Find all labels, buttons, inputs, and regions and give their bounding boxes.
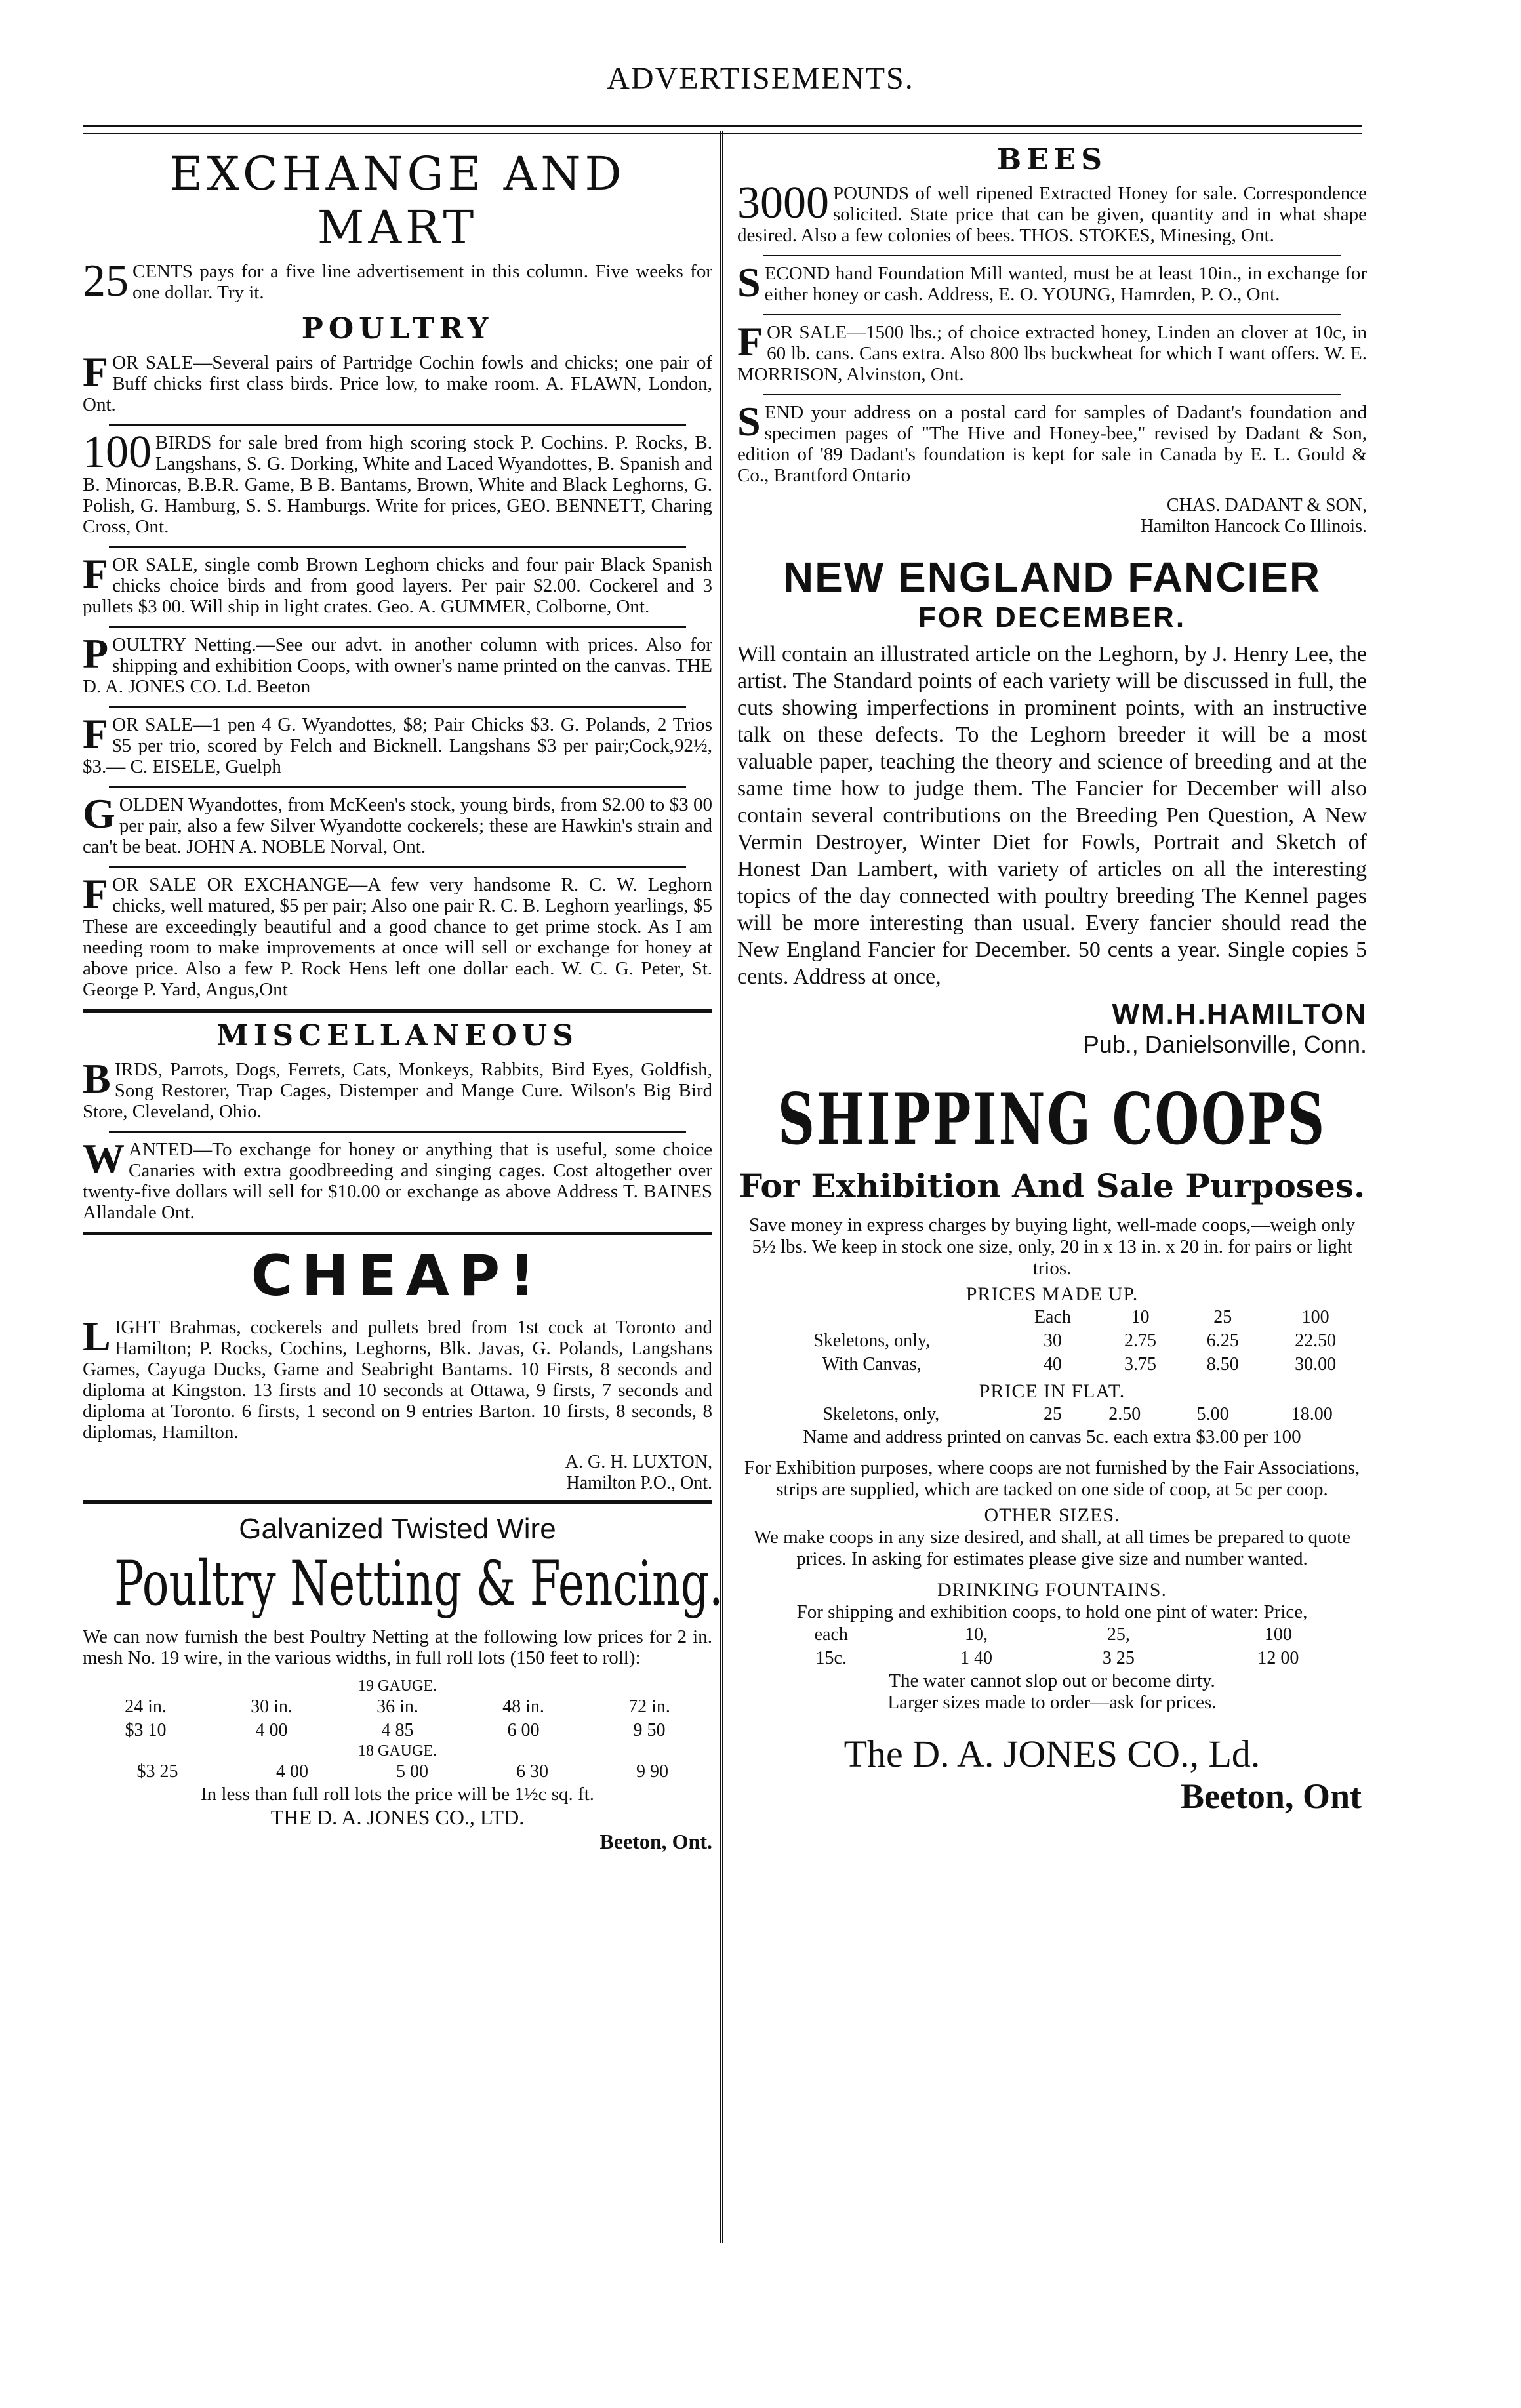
nef-publisher: WM.H.HAMILTON xyxy=(1112,998,1367,1030)
drop-initial: 100 xyxy=(83,427,152,477)
price-cell: 12 00 xyxy=(1257,1648,1299,1668)
coops-title: SHIPPING COOPS xyxy=(777,1078,1327,1161)
misc-title: MISCELLANEOUS xyxy=(216,1019,578,1053)
width-cell: 72 in. xyxy=(628,1696,670,1717)
nef-publisher-address: Pub., Danielsonville, Conn. xyxy=(1083,1031,1367,1058)
price-cell: 15c. xyxy=(815,1648,847,1668)
drop-initial: F xyxy=(83,870,109,917)
drinking-note-2: Larger sizes made to order—ask for prices. xyxy=(887,1692,1217,1713)
ad-text: POUNDS of well ripened Extracted Honey for sale. Correspondence solicited. State price that can be given, quantity and in what shape desired. Also a few colonies of bees. THOS. STOKES, Minesing, Ont. xyxy=(737,183,1367,246)
wire-price-table xyxy=(83,1695,712,1742)
header-cell: Each xyxy=(1034,1307,1071,1327)
drinking-intro: For shipping and exhibition coops, to hold one pint of water: Price, xyxy=(796,1601,1308,1622)
ad-separator xyxy=(763,255,1341,256)
price-cell: Skeletons, only, xyxy=(822,1404,940,1424)
ad-text: OULTRY Netting.—See our advt. in another column with prices. Also for shipping and exhibition Coops, with owner's name printed on the canvas. THE D. A. JONES CO. Ld. Beeton xyxy=(83,634,712,697)
bees-ad xyxy=(737,178,1367,246)
drop-initial: S xyxy=(737,259,761,306)
header-cell: 25, xyxy=(1106,1624,1130,1645)
gauge-19-label: 19 GAUGE. xyxy=(358,1677,437,1695)
bees-ad xyxy=(737,398,1367,486)
flat-row xyxy=(737,1403,1367,1426)
ad-text: OR SALE OR EXCHANGE—A few very handsome R. C. W. Leghorn chicks, well matured, $5 per pair; Also one pair R. C. B. Leghorn yearlings, $5 These are exceedingly beautiful and a good chance to get prime stock. As I am needing room to make improvements at once will sell or exchange for honey at above price. Also a few P. Rock Hens left one dollar each. W. C. G. Peter, St. George P. Yard, Angus,Ont xyxy=(83,874,713,1000)
price-cell: With Canvas, xyxy=(822,1354,922,1375)
misc-ad xyxy=(83,1135,712,1223)
price-cell: 6.25 xyxy=(1206,1331,1239,1351)
wire-note: In less than full roll lots the price will be 1½c sq. ft. xyxy=(200,1784,595,1805)
width-cell: 30 in. xyxy=(251,1696,293,1717)
header-cell xyxy=(737,1306,1006,1329)
ad-separator xyxy=(109,786,686,788)
price-cell: 4 00 xyxy=(255,1720,288,1740)
price-cell: 3.75 xyxy=(1124,1354,1156,1375)
drinking-header-row xyxy=(737,1623,1367,1647)
drinking-price-row xyxy=(737,1647,1367,1670)
price-cell: 3 25 xyxy=(1102,1648,1135,1668)
header-cell: 10 xyxy=(1131,1307,1150,1327)
coops-subtitle: For Exhibition And Sale Purposes. xyxy=(739,1167,1366,1205)
wire-title: Poultry Netting & Fencing. xyxy=(113,1548,723,1620)
dadant-address: Hamilton Hancock Co Illinois. xyxy=(1140,516,1367,536)
width-cell: 24 in. xyxy=(125,1696,167,1717)
drinking-note-1: The water cannot slop out or become dirty. xyxy=(889,1670,1215,1691)
price-cell: Skeletons, only, xyxy=(813,1331,931,1351)
price-cell: 9 50 xyxy=(633,1720,666,1740)
drop-initial: B xyxy=(83,1055,111,1102)
flat-price-table xyxy=(737,1403,1367,1426)
ad-text: END your address on a postal card for samples of Dadant's foundation and specimen pages of "The Hive and Honey-bee," revised by Dadant & Son, edition of '89 Dadant's foundation is kept for sale in Canada by E. L. Gould & Co., Brantford Ontario xyxy=(737,402,1367,486)
drop-initial: P xyxy=(83,630,109,677)
page-header: ADVERTISEMENTS. xyxy=(607,61,914,96)
ad-text: OR SALE, single comb Brown Leghorn chicks and four pair Black Spanish chicks choice birds and from good layers. Per pair $2.00. Cockerel and 3 pullets $3 00. Will ship in light crates. Geo. A. GUMMER, Colborne, Ont. xyxy=(83,554,712,617)
price-cell: 6 00 xyxy=(507,1720,540,1740)
poultry-ad xyxy=(83,790,712,857)
ad-separator xyxy=(109,546,686,548)
nef-subtitle: FOR DECEMBER. xyxy=(918,601,1186,633)
section-rule xyxy=(83,1500,712,1504)
drop-initial: F xyxy=(83,710,109,757)
ad-text: OR SALE—Several pairs of Partridge Cochin fowls and chicks; one pair of Buff chicks first class birds. Price low, to make room. A. FLAWN, London, Ont. xyxy=(83,352,712,415)
drop-initial: L xyxy=(83,1313,111,1359)
poultry-title: POULTRY xyxy=(301,312,494,346)
ad-separator xyxy=(109,1131,686,1133)
poultry-ads xyxy=(83,348,713,1000)
bees-ads xyxy=(737,178,1367,486)
exhibition-note: For Exhibition purposes, where coops are not furnished by the Fair Associations, strips are supplied, which are tacked on one side of coop, at 5c per coop. xyxy=(744,1457,1360,1500)
section-rule xyxy=(83,1232,712,1235)
cheap-ad xyxy=(83,1313,712,1443)
drop-initial: W xyxy=(83,1135,125,1182)
ad-text: ANTED—To exchange for honey or anything that is useful, some choice Canaries with extra goodbreeding and singing cages. Cost altogether over twenty-five dollars will sell for $10.00 or exchange as above Address T. BAINES Allandale Ont. xyxy=(83,1139,712,1223)
ad-separator xyxy=(109,626,686,628)
ad-text: OR SALE—1 pen 4 G. Wyandottes, $8; Pair Chicks $3. G. Polands, 2 Trios $5 per trio, scored by Felch and Bicknell. Langshans $3 per pair;Cock,92½, $3.— C. EISELE, Guelph xyxy=(83,714,712,777)
drop-initial: 3000 xyxy=(737,178,829,228)
made-up-rows xyxy=(737,1329,1367,1376)
intro-number: 25 xyxy=(83,256,129,306)
intro-ad xyxy=(83,256,712,306)
poultry-ad xyxy=(83,630,712,697)
price-cell: $3 25 xyxy=(136,1761,178,1782)
drop-initial: F xyxy=(83,348,109,395)
header-rule xyxy=(83,125,1362,127)
price-cell: 5 00 xyxy=(395,1761,428,1782)
left-column xyxy=(83,138,723,1854)
header-cell: 10, xyxy=(965,1624,988,1645)
header-cell: 100 xyxy=(1264,1624,1292,1645)
nef-body: Will contain an illustrated article on the Leghorn, by J. Henry Lee, the artist. The Standard points of each variety will be discussed in full, the cuts showing imperfections in prominent points, with an instructive talk on these defects. To the Leghorn breeder it will be a most valuable paper, teaching the theory and science of breeding and at the same time how to judge them. The Fancier for December will also contain several contributions on the Breeding Pen Question, A New Vermin Destroyer, Winter Diet for Fowls, Portrait and Sketch of Honest Dan Lambert, with variety of articles on all the interesting topics of the day connected with poultry breeding The Kennel pages will be more interesting than usual. Every fancier should read the New England Fancier for December. 50 cents a year. Single copies 5 cents. Address at once, xyxy=(737,642,1367,989)
price-cell: 30 xyxy=(1043,1331,1062,1351)
ad-text: ECOND hand Foundation Mill wanted, must be at least 10in., in exchange for either honey or cash. Address, E. O. YOUNG, Hamrden, P. O., Ont. xyxy=(764,263,1367,305)
cheap-address: Hamilton P.O., Ont. xyxy=(566,1473,712,1493)
exchange-mart-title: EXCHANGE AND MART xyxy=(169,147,626,254)
nef-title: NEW ENGLAND FANCIER xyxy=(782,553,1322,601)
ad-separator xyxy=(109,866,686,868)
price-cell: 4 00 xyxy=(275,1761,308,1782)
ad-text: IRDS, Parrots, Dogs, Ferrets, Cats, Monkeys, Rabbits, Bird Eyes, Goldfish, Song Restorer, Trap Cages, Distemper and Mange Cure. Wilson's Big Bird Store, Cleveland, Ohio. xyxy=(83,1059,712,1122)
bees-ad xyxy=(737,318,1367,385)
poultry-ad xyxy=(83,348,712,415)
spacer-cell xyxy=(737,1647,757,1670)
other-sizes-label: OTHER SIZES. xyxy=(984,1504,1120,1526)
poultry-ad xyxy=(83,427,712,537)
width-cell: 48 in. xyxy=(502,1696,544,1717)
ad-text: OLDEN Wyandottes, from McKeen's stock, young birds, from $2.00 to $3 00 per pair, also a few Silver Wyandotte cockerels; these are Hawkin's strain and can't be beat. JOHN A. NOBLE Norval, Ont. xyxy=(83,794,712,857)
jones-address: Beeton, Ont xyxy=(1181,1776,1362,1816)
drinking-fountains-label: DRINKING FOUNTAINS. xyxy=(937,1579,1167,1601)
cheap-text: IGHT Brahmas, cockerels and pullets bred from 1st cock at Toronto and Hamilton; P. Rocks, Cochins, Leghorns, Blk. Javas, G. Polands, Langshans Games, Cayuga Ducks, Game and Seabright Bantams. 10 Firsts, 8 seconds and diploma at Kingston. 13 firsts and 10 seconds at Ottawa, 9 firsts, 7 seconds and diploma at Toronto. 6 firsts, 1 second on 9 entries Barton. 10 firsts, 8 seconds, 8 diplomas, Hamilton. xyxy=(83,1317,712,1443)
gauge-19-row xyxy=(83,1719,712,1742)
price-cell: $3 10 xyxy=(125,1720,167,1740)
price-cell: 30.00 xyxy=(1295,1354,1337,1375)
ad-separator xyxy=(109,424,686,426)
right-column xyxy=(737,138,1367,1816)
ad-separator xyxy=(109,706,686,708)
section-rule xyxy=(83,1009,712,1013)
wire-address: Beeton, Ont. xyxy=(599,1830,712,1853)
header-cell: 25 xyxy=(1213,1307,1232,1327)
poultry-ad xyxy=(83,870,713,1000)
ad-text: BIRDS for sale bred from high scoring stock P. Cochins. P. Rocks, B. Langshans, S. G. Dorking, White and Laced Wyandottes, B. Spanish and B. Minorcas, B.B.R. Game, B B. Bantams, Brown, White and Black Leghorns, G. Polish, G. Hamburg, S. S. Hamburgs. Write for prices, GEO. BENNETT, Charing Cross, Ont. xyxy=(83,432,712,537)
price-cell: 1 40 xyxy=(960,1648,992,1668)
price-in-flat-label: PRICE IN FLAT. xyxy=(979,1380,1126,1402)
gauge-18-label: 18 GAUGE. xyxy=(358,1742,437,1759)
other-sizes-text: We make coops in any size desired, and shall, at all times be prepared to quote prices. In asking for estimates please give size and number wanted. xyxy=(753,1527,1351,1569)
price-cell: 5.00 xyxy=(1196,1404,1229,1424)
price-cell: 9 90 xyxy=(636,1761,668,1782)
bees-title: BEES xyxy=(996,143,1108,176)
price-cell: 4 85 xyxy=(381,1720,414,1740)
width-cell: 36 in. xyxy=(376,1696,418,1717)
price-cell: 2.50 xyxy=(1108,1404,1141,1424)
poultry-ad xyxy=(83,550,712,617)
price-cell: 2.75 xyxy=(1124,1331,1156,1351)
price-cell: 6 30 xyxy=(516,1761,548,1782)
dadant-signature: CHAS. DADANT & SON, xyxy=(1166,495,1367,515)
header-cell: each xyxy=(814,1624,848,1645)
price-cell: 25 xyxy=(1043,1404,1062,1424)
price-cell: 22.50 xyxy=(1295,1331,1337,1351)
bees-ad xyxy=(737,259,1367,306)
ad-text: OR SALE—1500 lbs.; of choice extracted honey, Linden an clover at 10c, in 60 lb. cans. Cans extra. Also 800 lbs buckwheat for which I want offers. W. E. MORRISON, Alvinston, Ont. xyxy=(737,322,1367,385)
coops-price-table xyxy=(737,1306,1367,1376)
name-note: Name and address printed on canvas 5c. each extra $3.00 per 100 xyxy=(803,1426,1301,1447)
gauge-18-row xyxy=(83,1760,712,1784)
poultry-ad xyxy=(83,710,712,777)
ad-separator xyxy=(763,394,1341,395)
misc-ad xyxy=(83,1055,712,1122)
column-divider xyxy=(720,131,723,2243)
drop-initial: F xyxy=(737,318,763,365)
drop-initial: F xyxy=(83,550,109,597)
wire-subtitle: Galvanized Twisted Wire xyxy=(239,1513,556,1545)
wire-signature: THE D. A. JONES CO., LTD. xyxy=(270,1805,525,1829)
coops-intro: Save money in express charges by buying light, well-made coops,—weigh only 5½ lbs. We keep in stock one size, only, 20 in x 13 in. x 20 in. for pairs or light trios. xyxy=(748,1214,1356,1279)
cheap-signature: A. G. H. LUXTON, xyxy=(565,1452,712,1472)
cheap-title: CHEAP! xyxy=(251,1243,544,1309)
spacer-cell xyxy=(737,1623,757,1647)
ad-separator xyxy=(763,314,1341,315)
made-up-row xyxy=(737,1329,1367,1353)
misc-ads xyxy=(83,1055,712,1223)
header-cell: 100 xyxy=(1301,1307,1329,1327)
intro-text: CENTS pays for a five line advertisement in this column. Five weeks for one dollar. Try it. xyxy=(132,261,712,303)
price-cell: 8.50 xyxy=(1206,1354,1239,1375)
widths-row xyxy=(83,1695,712,1719)
drinking-price-table xyxy=(737,1623,1367,1670)
wire-intro: We can now furnish the best Poultry Netting at the following low prices for 2 in. mesh No. 19 wire, in the various widths, in full roll lots (150 feet to roll): xyxy=(83,1626,712,1668)
jones-signature: The D. A. JONES CO., Ld. xyxy=(843,1733,1261,1775)
made-up-row xyxy=(737,1353,1367,1376)
price-cell: 40 xyxy=(1043,1354,1062,1375)
drop-initial: S xyxy=(737,398,761,445)
price-header-row xyxy=(737,1306,1367,1329)
wire-price-table-18 xyxy=(83,1760,712,1784)
prices-made-up-label: PRICES MADE UP. xyxy=(965,1283,1139,1305)
price-cell: 18.00 xyxy=(1291,1404,1333,1424)
drop-initial: G xyxy=(83,790,115,837)
